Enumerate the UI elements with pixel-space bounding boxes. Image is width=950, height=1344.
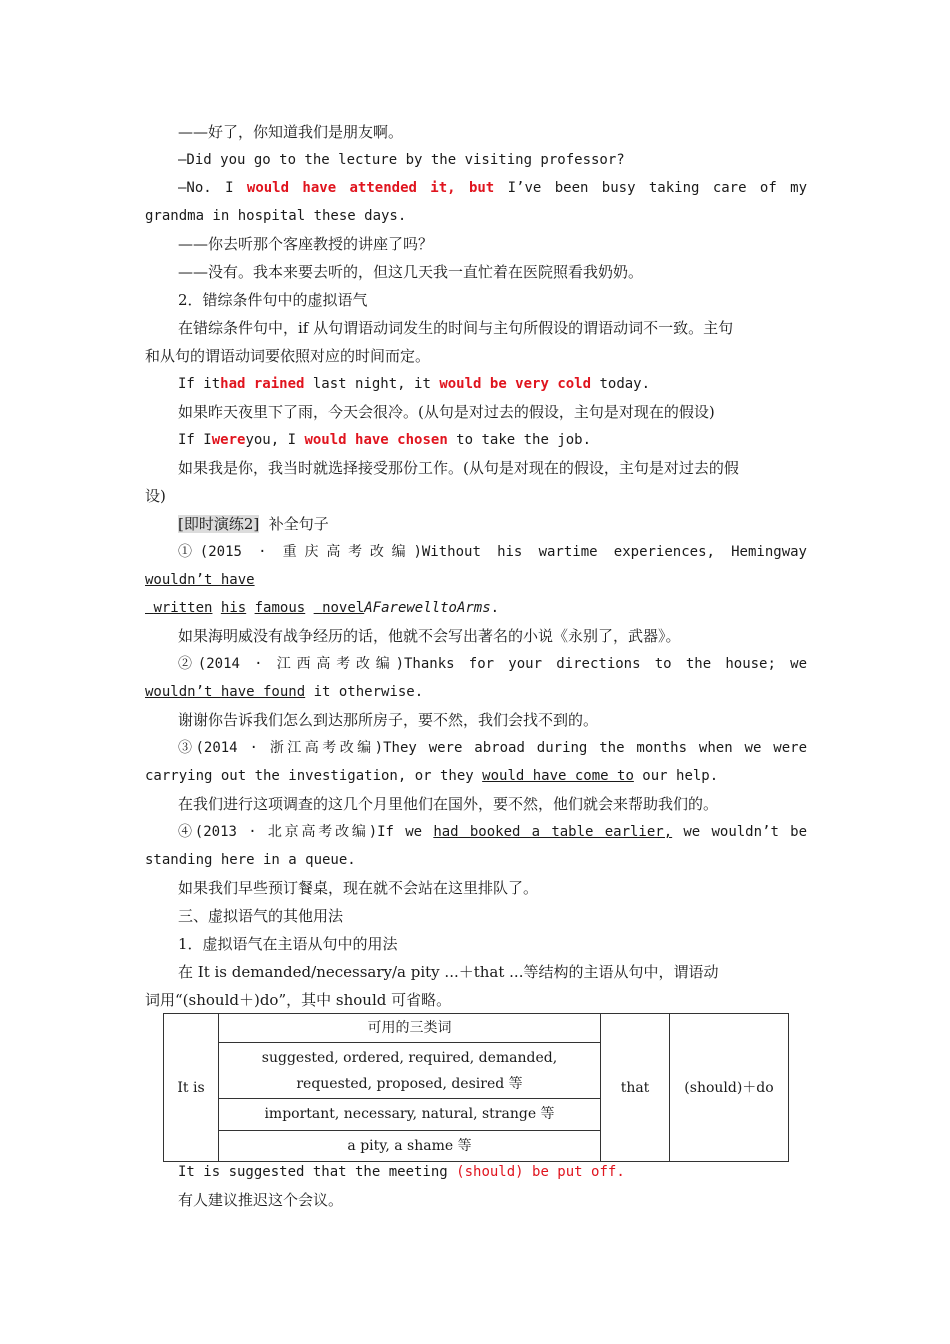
table-cell-should-do: (should)＋do bbox=[670, 1014, 789, 1162]
exercise-3-translation: 在我们进行这项调查的这几个月里他们在国外，要不然，他们就会来帮助我们的。 bbox=[178, 795, 719, 813]
exercise-2-cont: wouldn’t have found it otherwise. bbox=[145, 684, 424, 700]
exercise-2: ②(2014 · 江西高考改编)Thanks for your directions to the house; we bbox=[178, 656, 807, 672]
usage-table bbox=[163, 1013, 789, 1162]
example-translation-3: 有人建议推迟这个会议。 bbox=[178, 1191, 344, 1209]
example-translation-2-cont: 设) bbox=[145, 487, 166, 505]
exercise-1-translation: 如果海明威没有战争经历的话，他就不会写出著名的小说《永别了，武器》。 bbox=[178, 627, 681, 645]
subsection-heading-3-1: 1．虚拟语气在主语从句中的用法 bbox=[178, 935, 398, 953]
table-row-nouns: a pity, a shame 等 bbox=[219, 1130, 601, 1161]
drill-tag: [即时演练2] bbox=[178, 515, 260, 533]
answer-highlight: would have attended it, but bbox=[246, 180, 495, 196]
example-sentence-1: If ithad rained last night, it would be very cold today. bbox=[178, 376, 651, 392]
table-cell-that: that bbox=[601, 1014, 670, 1162]
exercise-4-translation: 如果我们早些预订餐桌，现在就不会站在这里排队了。 bbox=[178, 879, 539, 897]
dialogue-line-cn-1: ——好了，你知道我们是朋友啊。 bbox=[178, 123, 404, 141]
paragraph-2-line-1: 在 It is demanded/necessary/a pity ...＋that ...等结构的主语从句中，谓语动 bbox=[178, 963, 719, 981]
table-header-word-types: 可用的三类词 bbox=[219, 1014, 601, 1043]
dialogue-line-en-2-cont: grandma in hospital these days. bbox=[145, 208, 407, 224]
example-sentence-3: It is suggested that the meeting (should) be put off. bbox=[178, 1164, 625, 1180]
exercise-1-answer-b: written his famous novelAFarewelltoArms. bbox=[153, 600, 500, 616]
example-translation-1: 如果昨天夜里下了雨，今天会很冷。(从句是对过去的假设，主句是对现在的假设) bbox=[178, 403, 715, 421]
exercise-3-cont: carrying out the investigation, or they would have come to our help. bbox=[145, 768, 719, 784]
paragraph-1-line-2: 和从句的谓语动词要依照对应的时间而定。 bbox=[145, 347, 431, 365]
paragraph-2-line-2: 词用“(should＋)do”，其中 should 可省略。 bbox=[145, 991, 452, 1009]
exercise-3: ③(2014 · 浙江高考改编)They were abroad during the months when we were bbox=[178, 740, 807, 756]
example-sentence-2: If Iwereyou, I would have chosen to take the job. bbox=[178, 432, 592, 448]
paragraph-1-line-1: 在错综条件句中，if 从句谓语动词发生的时间与主句所假设的谓语动词不一致。主句 bbox=[178, 319, 734, 337]
example-translation-2: 如果我是你，我当时就选择接受那份工作。(从句是对现在的假设，主句是对过去的假 bbox=[178, 459, 739, 477]
exercise-1: ①(2015 · 重庆高考改编)Without his wartime experiences, Hemingway bbox=[178, 544, 807, 560]
exercise-1-answer-a: wouldn’t have bbox=[145, 572, 255, 588]
section-heading-2: 2．错综条件句中的虚拟语气 bbox=[178, 291, 368, 309]
drill-heading: [即时演练2] 补全句子 bbox=[178, 515, 329, 533]
table-row-verbs: suggested, ordered, required, demanded, requested, proposed, desired 等 bbox=[219, 1043, 601, 1099]
exercise-4: ④(2013 · 北京高考改编)If we had booked a table earlier, we wouldn’t be bbox=[178, 824, 807, 840]
exercise-4-cont: standing here in a queue. bbox=[145, 852, 356, 868]
table-row-adjectives: important, necessary, natural, strange 等 bbox=[219, 1099, 601, 1130]
section-heading-3: 三、虚拟语气的其他用法 bbox=[178, 907, 344, 925]
table-cell-it-is: It is bbox=[164, 1014, 219, 1162]
dialogue-line-en-1: —Did you go to the lecture by the visiting professor? bbox=[178, 152, 625, 168]
exercise-2-translation: 谢谢你告诉我们怎么到达那所房子，要不然，我们会找不到的。 bbox=[178, 711, 599, 729]
dialogue-line-en-2: —No. I would have attended it, but I’ve been busy taking care of my bbox=[178, 180, 807, 196]
dialogue-line-cn-2: ——你去听那个客座教授的讲座了吗？ bbox=[178, 235, 434, 253]
dialogue-line-cn-3: ——没有。我本来要去听的，但这几天我一直忙着在医院照看我奶奶。 bbox=[178, 263, 644, 281]
